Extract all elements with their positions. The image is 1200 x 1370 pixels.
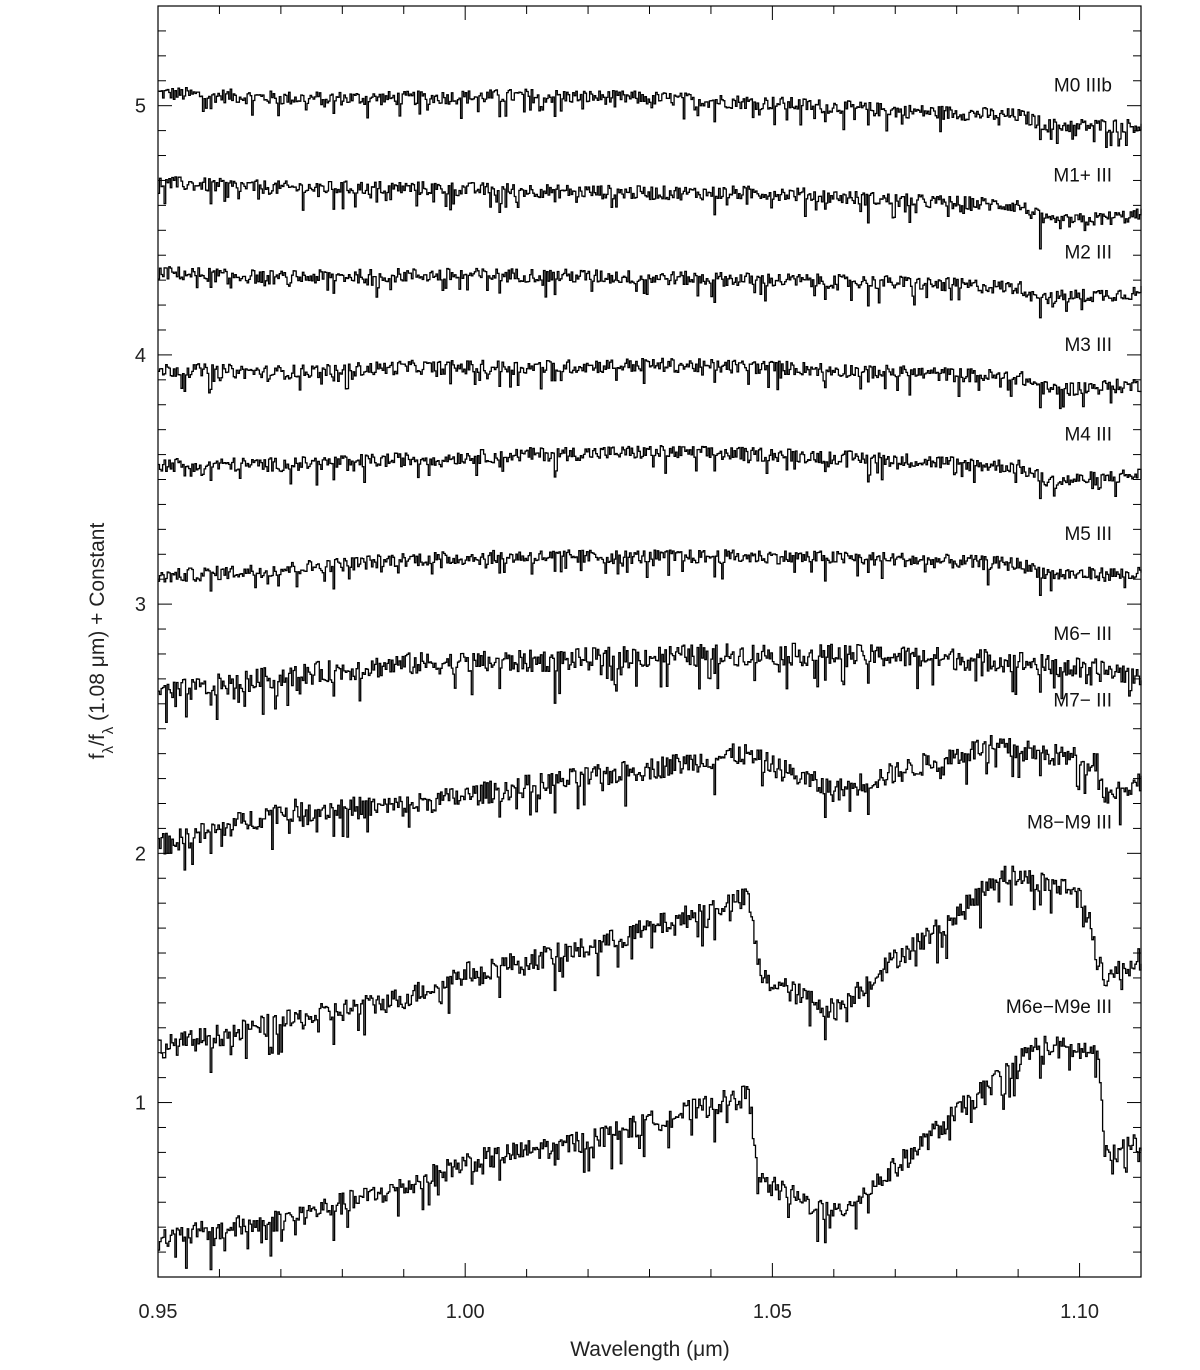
- spectrum-line: [158, 643, 1141, 722]
- y-tick-label: 5: [134, 95, 146, 118]
- spectrum-line: [158, 88, 1141, 148]
- series-label: M2 III: [1064, 242, 1112, 264]
- series-label: M5 III: [1064, 524, 1112, 546]
- x-tick-label: 1.00: [445, 1301, 485, 1323]
- series-label: M0 IIIb: [1053, 75, 1112, 97]
- y-tick-label: 3: [134, 594, 146, 617]
- series-label: M8−M9 III: [1027, 812, 1112, 834]
- y-tick-label: 4: [134, 344, 146, 367]
- series-label: M6e−M9e III: [1005, 996, 1112, 1018]
- spectrum-line: [158, 866, 1141, 1072]
- series-label: M1+ III: [1053, 165, 1112, 187]
- series-label: M3 III: [1064, 334, 1112, 356]
- spectrum-line: [158, 267, 1141, 318]
- spectrum-line: [158, 177, 1141, 249]
- y-tick-label: 1: [134, 1092, 146, 1115]
- y-tick-label: 2: [134, 843, 146, 866]
- x-tick-label: 1.10: [1060, 1301, 1100, 1323]
- spectra-lines: [158, 88, 1141, 1270]
- spectrum-line: [158, 1036, 1141, 1269]
- x-axis-title: Wavelength (μm): [570, 1338, 730, 1361]
- spectrum-line: [158, 446, 1141, 499]
- y-axis-title: $f_\lambda/f_\lambda$ (1.08 μm) + Constant: [86, 522, 117, 760]
- spectrum-line: [158, 358, 1141, 408]
- series-label: M6− III: [1053, 623, 1112, 645]
- x-tick-label: 1.05: [752, 1301, 792, 1323]
- spectrum-line: [158, 736, 1141, 870]
- x-tick-label: 0.95: [138, 1301, 178, 1323]
- series-label: M4 III: [1064, 424, 1112, 446]
- series-label: M7− III: [1053, 690, 1112, 712]
- spectrum-line: [158, 550, 1141, 595]
